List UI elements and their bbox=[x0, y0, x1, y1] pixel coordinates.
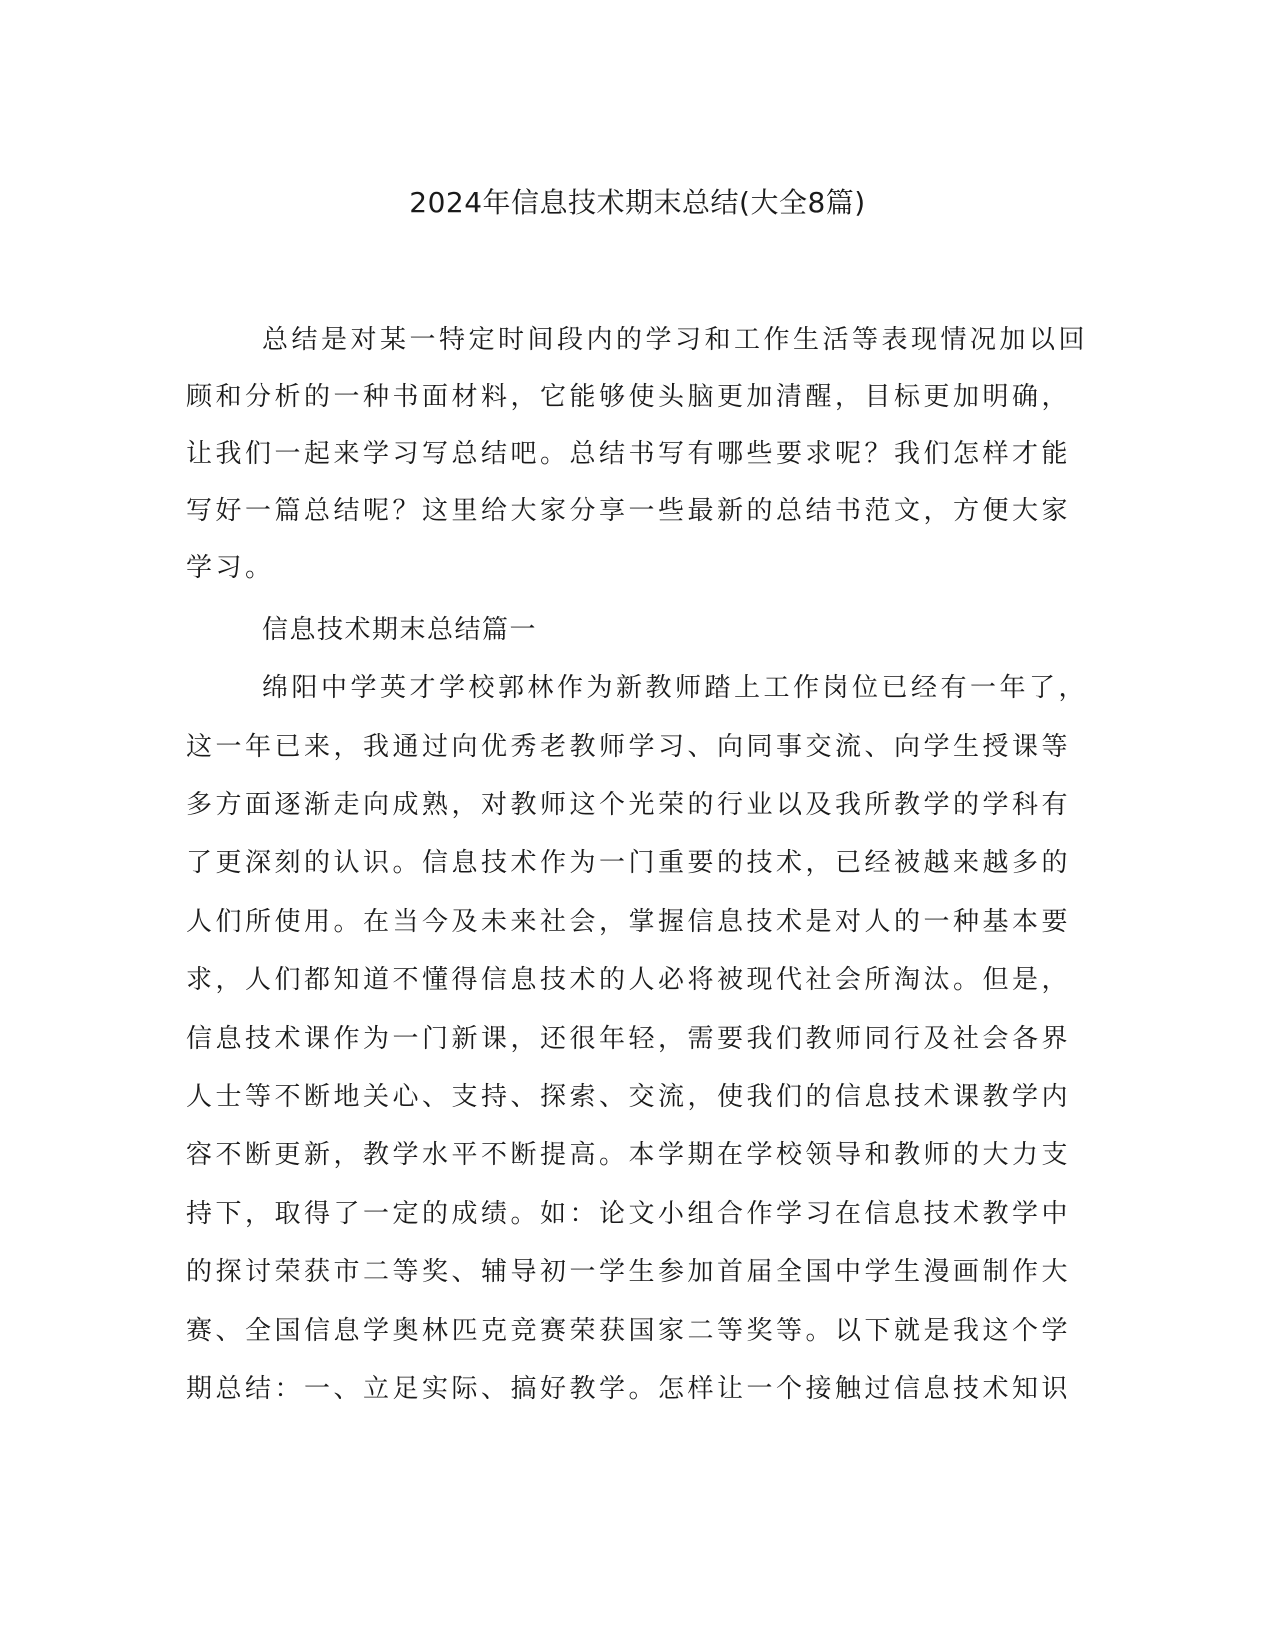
paragraph-line: 持下，取得了一定的成绩。如：论文小组合作学习在信息技术教学中 bbox=[186, 1199, 1072, 1229]
paragraph-line: 顾和分析的一种书面材料，它能够使头脑更加清醒，目标更加明确， bbox=[186, 382, 1072, 412]
paragraph-line: 让我们一起来学习写总结吧。总结书写有哪些要求呢？我们怎样才能 bbox=[186, 439, 1072, 469]
paragraph-line: 期总结：一、立足实际、搞好教学。怎样让一个接触过信息技术知识 bbox=[186, 1374, 1072, 1404]
paragraph-line: 的探讨荣获市二等奖、辅导初一学生参加首届全国中学生漫画制作大 bbox=[186, 1257, 1072, 1287]
paragraph-line: 学习。 bbox=[186, 553, 275, 583]
section-heading: 信息技术期末总结篇一 bbox=[262, 615, 538, 645]
paragraph-line: 这一年已来，我通过向优秀老教师学习、向同事交流、向学生授课等 bbox=[186, 732, 1072, 762]
paragraph-line: 求，人们都知道不懂得信息技术的人必将被现代社会所淘汰。但是， bbox=[186, 965, 1072, 995]
paragraph-line: 总结是对某一特定时间段内的学习和工作生活等表现情况加以回 bbox=[262, 325, 1089, 355]
paragraph-line: 人士等不断地关心、支持、探索、交流，使我们的信息技术课教学内 bbox=[186, 1082, 1072, 1112]
paragraph-line: 了更深刻的认识。信息技术作为一门重要的技术，已经被越来越多的 bbox=[186, 848, 1072, 878]
paragraph-line: 容不断更新，教学水平不断提高。本学期在学校领导和教师的大力支 bbox=[186, 1140, 1072, 1170]
paragraph-line: 写好一篇总结呢？这里给大家分享一些最新的总结书范文，方便大家 bbox=[186, 496, 1072, 526]
paragraph-line: 赛、全国信息学奥林匹克竞赛荣获国家二等奖等。以下就是我这个学 bbox=[186, 1316, 1072, 1346]
paragraph-line: 人们所使用。在当今及未来社会，掌握信息技术是对人的一种基本要 bbox=[186, 907, 1072, 937]
paragraph-line: 多方面逐渐走向成熟，对教师这个光荣的行业以及我所教学的学科有 bbox=[186, 790, 1072, 820]
paragraph-line: 信息技术课作为一门新课，还很年轻，需要我们教师同行及社会各界 bbox=[186, 1024, 1072, 1054]
paragraph-line: 绵阳中学英才学校郭林作为新教师踏上工作岗位已经有一年了， bbox=[262, 673, 1089, 703]
document-title: 2024年信息技术期末总结(大全8篇) bbox=[409, 186, 866, 219]
